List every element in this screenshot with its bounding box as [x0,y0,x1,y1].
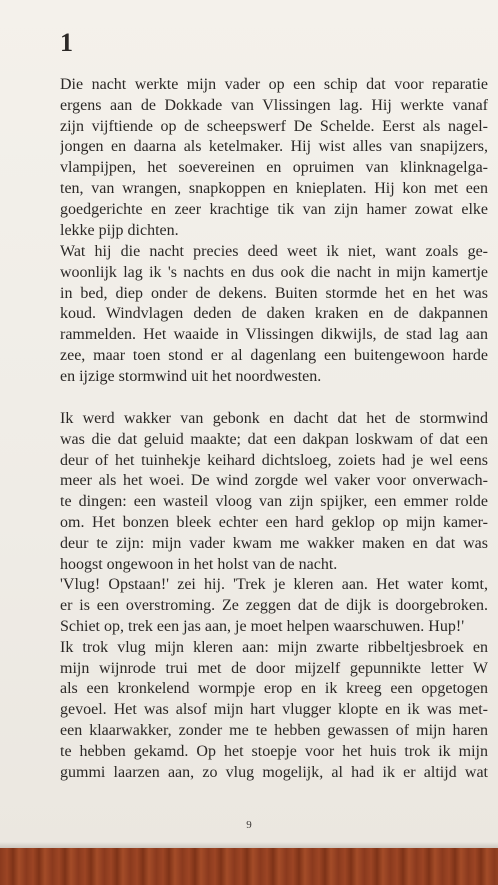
text-line: gevoel. Het was alsof mijn hart vlugger klopte en ik was met- [60,701,488,719]
text-line: zijn vijftiende op de scheepswerf De Schelde. Eerst als nagel- [60,117,488,135]
text-line: lekke pijp dichten. [60,221,179,239]
wooden-table-surface [0,848,498,885]
text-line: Ik werd wakker van gebonk en dacht dat het de stormwind [60,410,488,427]
text-line: vlampijpen, het soevereinen en opruimen van klinknagelga- [60,159,488,177]
text-line: en ijzige stormwind uit het noordwesten. [60,367,322,385]
paragraph-3 [60,409,488,783]
text-line: koud. Windvlagen deden de daken kraken en de dakpannen [60,305,488,323]
page-number: 9 [246,819,252,831]
text-line: gummi laarzen aan, zo vlug mogelijk, al had ik er altijd wat [60,763,488,781]
text-line: er is een overstroming. Ze zeggen dat de dijk is doorgebroken. [60,597,488,615]
text-line: rammelden. Het waaide in Vlissingen dikwijls, de stad lag aan [60,326,488,344]
text-line: ten, van wrangen, snapkoppen en knieplaten. Hij kon met een [60,179,488,197]
text-line: Schiet op, trek een jas aan, je moet helpen waarschuwen. Hup!' [60,617,465,635]
text-line: een klaarwakker, zonder me te hebben gewassen of mijn haren [60,721,488,739]
text-line: mijn wijnrode trui met de door mijzelf gepunnikte letter W [60,659,488,677]
text-line: Die nacht werkte mijn vader op een schip dat voor reparatie [60,76,488,93]
text-line: Ik trok vlug mijn kleren aan: mijn zwarte ribbeltjesbroek en [60,638,488,656]
text-line: deur te zijn: mijn vader kwam me wakker maken en dat was [60,534,488,552]
text-line: in bed, diep onder de dekens. Buiten stormde het en het was [60,284,488,302]
text-line: als een kronkelend wormpje erop en ik kreeg een opgetogen [60,680,488,698]
text-line: Wat hij die nacht precies deed weet ik niet, want zoals ge- [60,243,488,260]
paragraph-1 [60,75,488,241]
text-line: 'Vlug! Opstaan!' zei hij. 'Trek je kleren aan. Het water komt, [60,576,488,594]
text-line: zee, maar toen stond er al dagenlang een buitengewoon harde [60,346,488,364]
text-line: was die dat geluid maakte; dat een dakpan loskwam of dat een [60,430,488,448]
text-line: te hebben gekamd. Op het stoepje voor het huis trok ik mijn [60,742,488,760]
text-line: woonlijk lag ik 's nachts en dus ook die nacht in mijn kamertje [60,263,488,281]
text-line: meer als het woei. De wind zorgde wel vaker voor onverwach- [60,472,488,490]
text-line: te dingen: een wasteil vloog van zijn spijker, een emmer rolde [60,493,488,511]
chapter-number: 1 [60,28,74,57]
text-line: goedgerichte en zeer krachtige tik van zijn hamer zowat elke [60,200,488,218]
text-line: jongen en daarna als ketelmaker. Hij wist alles van snapijzers, [60,138,488,156]
text-line: deur of het tuinhekje keihard dichtsloeg, zoiets had je wel eens [60,451,488,469]
paragraph-2 [60,242,488,388]
text-line: om. Het bonzen bleek echter een hard geklop op mijn kamer- [60,513,488,531]
text-line: hoogst ongewoon in het holst van de nacht. [60,555,338,573]
text-line: ergens aan de Dokkade van Vlissingen lag. Hij werkte vanaf [60,96,488,114]
